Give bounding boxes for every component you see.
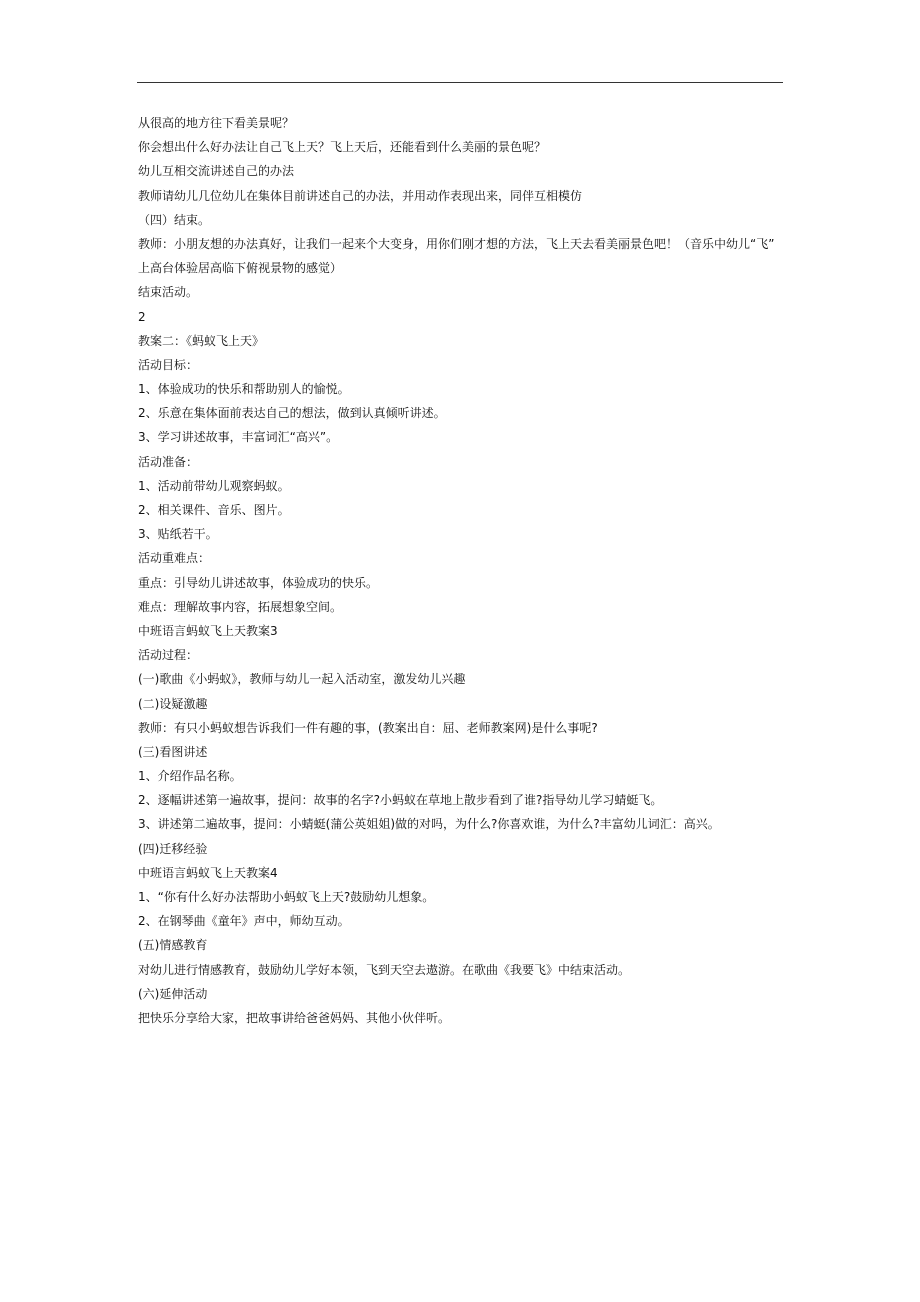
text-line: 教师：有只小蚂蚁想告诉我们一件有趣的事，(教案出自：屈、老师教案网)是什么事呢? (138, 720, 598, 735)
section-heading: (三)看图讲述 (138, 744, 208, 759)
text-line: 把快乐分享给大家，把故事讲给爸爸妈妈、其他小伙伴听。 (138, 1010, 451, 1025)
list-item: 1、体验成功的快乐和帮助别人的愉悦。 (138, 382, 350, 397)
text-line: 重点：引导幼儿讲述故事，体验成功的快乐。 (138, 575, 379, 590)
section-heading: (六)延伸活动 (138, 986, 208, 1001)
document-body (138, 111, 788, 1030)
list-item: 2、逐幅讲述第一遍故事，提问：故事的名字?小蚂蚁在草地上散步看到了谁?指导幼儿学习蜻蜓飞。 (138, 793, 663, 808)
page-number: 2 (138, 309, 146, 324)
list-item: 2、在钢琴曲《童年》声中，师幼互动。 (138, 914, 350, 929)
list-item: 2、相关课件、音乐、图片。 (138, 503, 290, 517)
section-heading: (五)情感教育 (138, 938, 208, 953)
lesson-subtitle: 中班语言蚂蚁飞上天教案4 (138, 865, 278, 880)
text-line: 幼儿互相交流讲述自己的办法 (138, 164, 295, 179)
text-line: 对幼儿进行情感教育，鼓励幼儿学好本领，飞到天空去遨游。在歌曲《我要飞》中结束活动。 (138, 962, 631, 977)
text-line: 上高台体验居高临下俯视景物的感觉） (138, 261, 343, 276)
section-heading: （四）结束。 (138, 212, 211, 227)
section-heading: (四)迁移经验 (138, 841, 208, 856)
section-heading: (二)设疑激趣 (138, 696, 208, 711)
list-item: 1、活动前带幼儿观察蚂蚁。 (138, 478, 290, 493)
section-heading: 活动重难点： (138, 551, 211, 566)
list-item: 3、学习讲述故事，丰富词汇“高兴”。 (138, 430, 339, 445)
text-line: 难点：理解故事内容，拓展想象空间。 (138, 599, 343, 614)
section-heading: 活动准备： (138, 454, 199, 469)
text-line: 教师：小朋友想的办法真好，让我们一起来个大变身，用你们刚才想的方法，飞上天去看美丽景色吧！（音乐中幼儿“飞” (138, 236, 775, 251)
list-item: 1、“你有什么好办法帮助小蚂蚁飞上天?鼓励幼儿想象。 (138, 890, 435, 904)
text-line: 从很高的地方往下看美景呢？ (138, 116, 295, 130)
text-line: 你会想出什么好办法让自己飞上天？飞上天后，还能看到什么美丽的景色呢？ (138, 140, 547, 155)
list-item: 3、贴纸若干。 (138, 527, 218, 542)
header-rule (137, 82, 783, 83)
list-item: 3、讲述第二遍故事，提问：小蜻蜓(蒲公英姐姐)做的对吗，为什么?你喜欢谁，为什么?丰富幼儿词汇：高兴。 (138, 817, 720, 832)
text-line: 教师请幼儿几位幼儿在集体目前讲述自己的办法，并用动作表现出来，同伴互相模仿 (138, 188, 583, 203)
list-item: 2、乐意在集体面前表达自己的想法，做到认真倾听讲述。 (138, 406, 446, 421)
list-item: 1、介绍作品名称。 (138, 769, 242, 784)
text-line: 结束活动。 (138, 285, 199, 300)
section-heading: 活动目标： (138, 357, 199, 372)
section-heading: 活动过程： (138, 648, 199, 663)
lesson-subtitle: 中班语言蚂蚁飞上天教案3 (138, 623, 278, 638)
text-line: (一)歌曲《小蚂蚁》，教师与幼儿一起入活动室，激发幼儿兴趣 (138, 672, 466, 687)
lesson-title: 教案二：《蚂蚁飞上天》 (138, 333, 265, 348)
